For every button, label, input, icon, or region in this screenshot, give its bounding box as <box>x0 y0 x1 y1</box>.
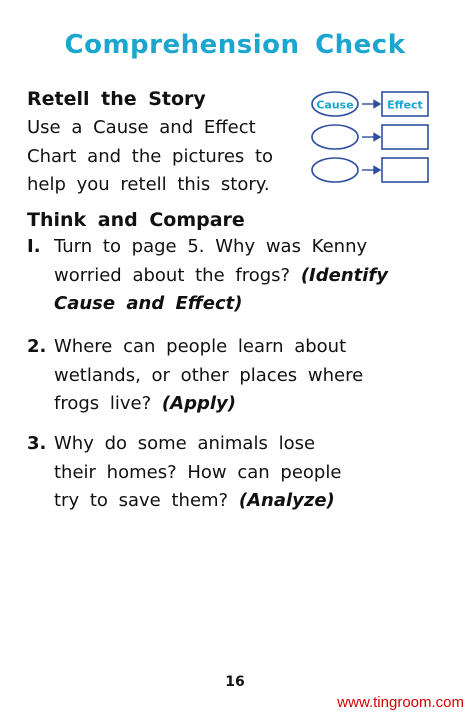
page-title: Comprehension Check <box>64 30 406 60</box>
retell-paragraph <box>27 114 273 200</box>
cause-label: Cause <box>316 98 354 112</box>
question-number: I. <box>27 236 41 257</box>
question-tag: (Analyze) <box>238 490 335 511</box>
question-line-text: try to save them? <box>54 490 229 511</box>
arrow-head <box>374 101 380 108</box>
effect-box <box>382 158 428 182</box>
question-line: their homes? How can people <box>54 461 342 483</box>
cause-oval <box>312 125 358 149</box>
effect-label: Effect <box>387 98 423 112</box>
watermark: www.tingroom.com <box>337 694 464 711</box>
question-line: Where can people learn about <box>54 336 347 357</box>
question-number: 2. <box>27 336 47 357</box>
question-line <box>54 390 363 419</box>
page-number: 16 <box>225 674 245 690</box>
arrow-head <box>374 167 380 174</box>
cause-oval <box>312 158 358 182</box>
question-tag: Cause and Effect) <box>54 293 243 314</box>
question-1 <box>54 233 388 319</box>
question-line: Why do some animals lose <box>54 433 316 454</box>
question-line <box>54 262 388 291</box>
retell-heading: Retell the Story <box>27 88 206 110</box>
question-line-text: frogs live? <box>54 393 152 414</box>
question-line: Turn to page 5. Why was Kenny <box>54 236 368 257</box>
effect-box <box>382 125 428 149</box>
question-tag: (Apply) <box>161 393 236 414</box>
question-line <box>54 487 341 516</box>
cause-effect-chart <box>310 90 432 186</box>
question-3 <box>54 430 341 516</box>
retell-line: Use a Cause and Effect <box>27 117 256 138</box>
question-number: 3. <box>27 433 47 454</box>
question-line-text: worried about the frogs? <box>54 264 291 286</box>
question-2 <box>54 333 363 419</box>
arrow-head <box>374 134 380 141</box>
question-tag: (Identify <box>300 264 388 286</box>
question-line <box>54 290 388 319</box>
question-line: wetlands, or other places where <box>54 364 364 386</box>
think-heading: Think and Compare <box>27 209 245 231</box>
retell-line: Chart and the pictures to <box>27 145 274 167</box>
retell-line: help you retell this story. <box>27 174 270 195</box>
